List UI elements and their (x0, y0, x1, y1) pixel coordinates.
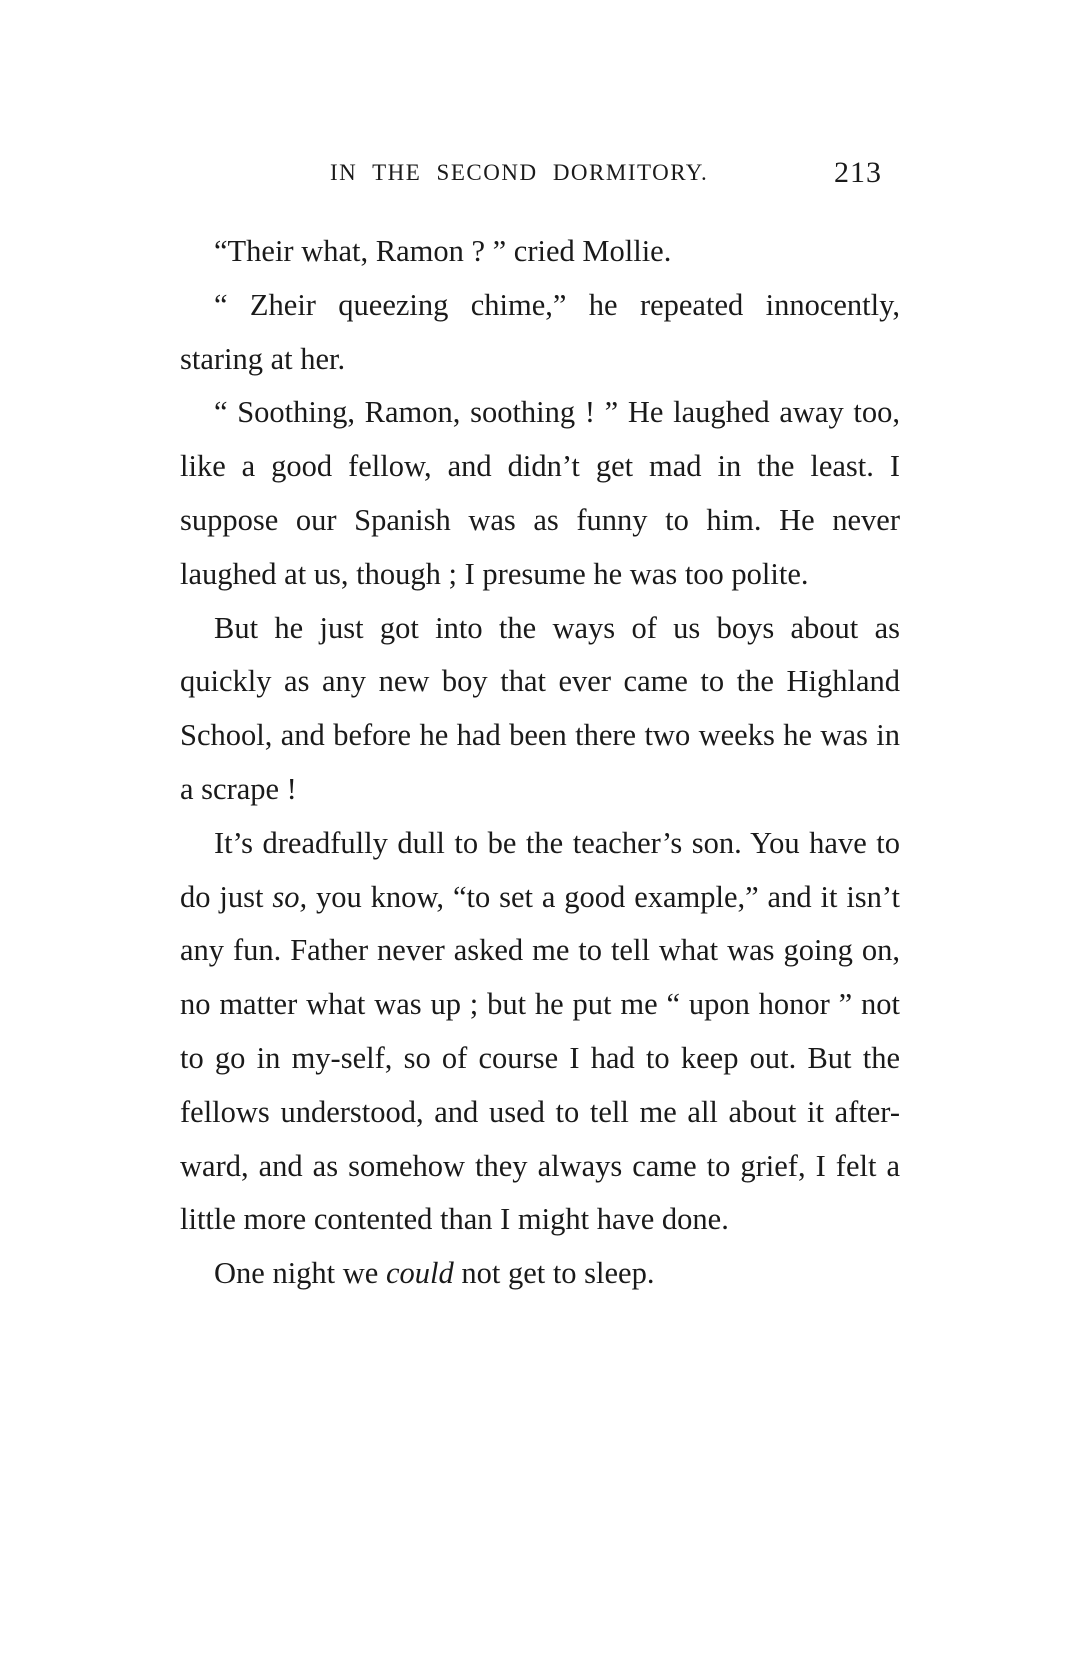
text-run: you know, “to set a good example,” and it isn’t any fun. Father never asked me to tell what was going on, no matter what was up ; but he put me “ upon honor ” not to go in my-self, so of course I had to keep out. But the fellows understood, and used to tell me all about it after-ward, and as somehow they always came to grief, I felt a little more contented than I might have done. (180, 879, 900, 1237)
text-run: But he just got into the ways of us boys about as quickly as any new boy that ever came to the Highland School, and before he had been there two weeks he was in a scrape ! (180, 610, 900, 806)
paragraph-dialogue-mollie (180, 225, 900, 279)
paragraph-could-not-sleep (180, 1247, 900, 1301)
paragraph-soothing (180, 386, 900, 601)
paragraph-highland-school (180, 602, 900, 817)
body-text (180, 225, 900, 1301)
paragraph-teachers-son (180, 817, 900, 1247)
italic-text-run: could (385, 1256, 454, 1291)
running-head (180, 156, 900, 192)
paragraph-dialogue-ramon (180, 279, 900, 387)
italic-text-run: so, (272, 879, 308, 914)
text-run: not get to sleep. (453, 1256, 655, 1291)
text-run: It’s dreadfully dull to be the teacher’s son. You have to do just (180, 825, 900, 914)
text-run: “Their what, Ramon ? ” cried Mollie. (214, 234, 672, 268)
text-run: “ Zheir queezing chime,” he repeated innocently, staring at her. (180, 287, 900, 376)
running-title: IN THE SECOND DORMITORY. (330, 160, 709, 185)
text-run: “ Soothing, Ramon, soothing ! ” He laughed away too, like a good fellow, and didn’t get mad in the least. I suppose our Spanish was as funny to him. He never laughed at us, though ; I presume he was too polite. (180, 395, 900, 591)
page-number: 213 (834, 156, 882, 189)
text-run: One night we (214, 1256, 386, 1291)
